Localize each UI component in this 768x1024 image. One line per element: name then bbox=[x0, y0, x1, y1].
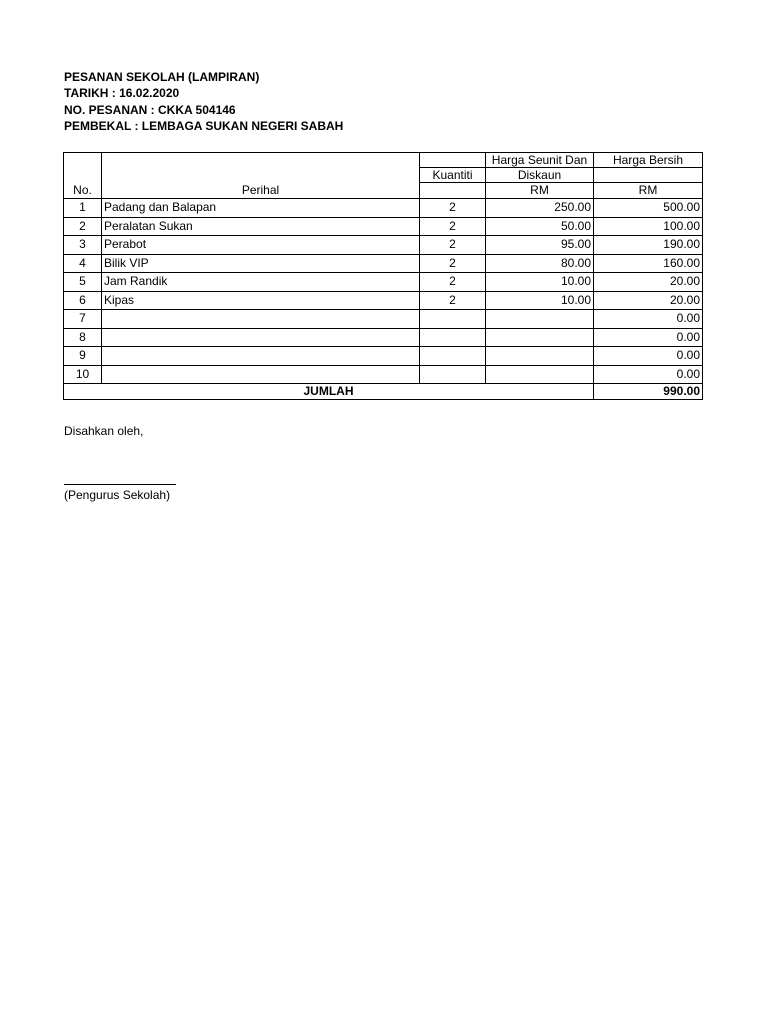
row-quantity bbox=[420, 328, 486, 347]
row-number: 5 bbox=[64, 273, 102, 292]
row-unit-price: 50.00 bbox=[486, 217, 594, 236]
row-net-price: 0.00 bbox=[594, 365, 703, 384]
row-unit-price bbox=[486, 310, 594, 329]
total-value: 990.00 bbox=[594, 384, 703, 400]
header-unit-price-line2: Diskaun bbox=[486, 168, 594, 183]
row-item bbox=[102, 365, 420, 384]
row-quantity bbox=[420, 347, 486, 366]
row-item: Padang dan Balapan bbox=[102, 199, 420, 218]
table-row bbox=[64, 199, 703, 218]
row-number: 9 bbox=[64, 347, 102, 366]
document-title: PESANAN SEKOLAH (LAMPIRAN) bbox=[64, 70, 260, 84]
row-unit-price bbox=[486, 328, 594, 347]
header-no-top bbox=[64, 153, 102, 168]
row-net-price: 0.00 bbox=[594, 310, 703, 329]
row-net-price: 20.00 bbox=[594, 273, 703, 292]
row-unit-price: 250.00 bbox=[486, 199, 594, 218]
row-net-price: 20.00 bbox=[594, 291, 703, 310]
row-net-price: 190.00 bbox=[594, 236, 703, 255]
header-qty-top bbox=[420, 153, 486, 168]
row-item: Bilik VIP bbox=[102, 254, 420, 273]
row-unit-price: 95.00 bbox=[486, 236, 594, 255]
header-net-price: Harga Bersih bbox=[594, 153, 703, 168]
row-unit-price bbox=[486, 347, 594, 366]
row-item bbox=[102, 347, 420, 366]
row-quantity bbox=[420, 310, 486, 329]
row-unit-price bbox=[486, 365, 594, 384]
row-item bbox=[102, 310, 420, 329]
table-row bbox=[64, 273, 703, 292]
table-row bbox=[64, 217, 703, 236]
row-net-price: 160.00 bbox=[594, 254, 703, 273]
header-item: Perihal bbox=[102, 183, 420, 199]
row-number: 7 bbox=[64, 310, 102, 329]
row-number: 8 bbox=[64, 328, 102, 347]
document-header bbox=[64, 69, 343, 134]
table-row bbox=[64, 310, 703, 329]
header-quantity: Kuantiti bbox=[420, 168, 486, 183]
row-quantity bbox=[420, 365, 486, 384]
total-row bbox=[64, 384, 703, 400]
row-quantity: 2 bbox=[420, 236, 486, 255]
table-row bbox=[64, 328, 703, 347]
row-unit-price: 10.00 bbox=[486, 291, 594, 310]
header-qty-bottom bbox=[420, 183, 486, 199]
row-number: 2 bbox=[64, 217, 102, 236]
row-number: 10 bbox=[64, 365, 102, 384]
row-net-price: 100.00 bbox=[594, 217, 703, 236]
row-quantity: 2 bbox=[420, 254, 486, 273]
row-number: 1 bbox=[64, 199, 102, 218]
header-item-mid bbox=[102, 168, 420, 183]
row-quantity: 2 bbox=[420, 291, 486, 310]
order-number: NO. PESANAN : CKKA 504146 bbox=[64, 102, 236, 117]
signatory-label: (Pengurus Sekolah) bbox=[64, 488, 171, 502]
total-label: JUMLAH bbox=[64, 384, 594, 400]
table-row bbox=[64, 254, 703, 273]
order-date: TARIKH : 16.02.2020 bbox=[64, 86, 180, 101]
row-net-price: 0.00 bbox=[594, 328, 703, 347]
row-net-price: 0.00 bbox=[594, 347, 703, 366]
header-net-price-currency: RM bbox=[594, 183, 703, 199]
row-number: 4 bbox=[64, 254, 102, 273]
order-table bbox=[63, 152, 703, 400]
table-row bbox=[64, 347, 703, 366]
table-header-row bbox=[64, 168, 703, 183]
table-row bbox=[64, 365, 703, 384]
row-item bbox=[102, 328, 420, 347]
row-quantity: 2 bbox=[420, 273, 486, 292]
table-row bbox=[64, 291, 703, 310]
row-item: Jam Randik bbox=[102, 273, 420, 292]
row-unit-price: 80.00 bbox=[486, 254, 594, 273]
row-item: Perabot bbox=[102, 236, 420, 255]
row-quantity: 2 bbox=[420, 199, 486, 218]
row-quantity: 2 bbox=[420, 217, 486, 236]
header-unit-price-line1: Harga Seunit Dan bbox=[486, 153, 594, 168]
header-item-top bbox=[102, 153, 420, 168]
row-item: Peralatan Sukan bbox=[102, 217, 420, 236]
row-number: 3 bbox=[64, 236, 102, 255]
header-no: No. bbox=[64, 183, 102, 199]
row-unit-price: 10.00 bbox=[486, 273, 594, 292]
table-header-row bbox=[64, 153, 703, 168]
confirmed-by-label: Disahkan oleh, bbox=[64, 424, 144, 438]
row-number: 6 bbox=[64, 291, 102, 310]
table-row bbox=[64, 236, 703, 255]
row-net-price: 500.00 bbox=[594, 199, 703, 218]
supplier-name: PEMBEKAL : LEMBAGA SUKAN NEGERI SABAH bbox=[64, 118, 344, 133]
header-no-mid bbox=[64, 168, 102, 183]
table-header-row bbox=[64, 183, 703, 199]
row-item: Kipas bbox=[102, 291, 420, 310]
signature-line bbox=[64, 484, 176, 485]
header-unit-price-currency: RM bbox=[486, 183, 594, 199]
header-net-price-mid bbox=[594, 168, 703, 183]
